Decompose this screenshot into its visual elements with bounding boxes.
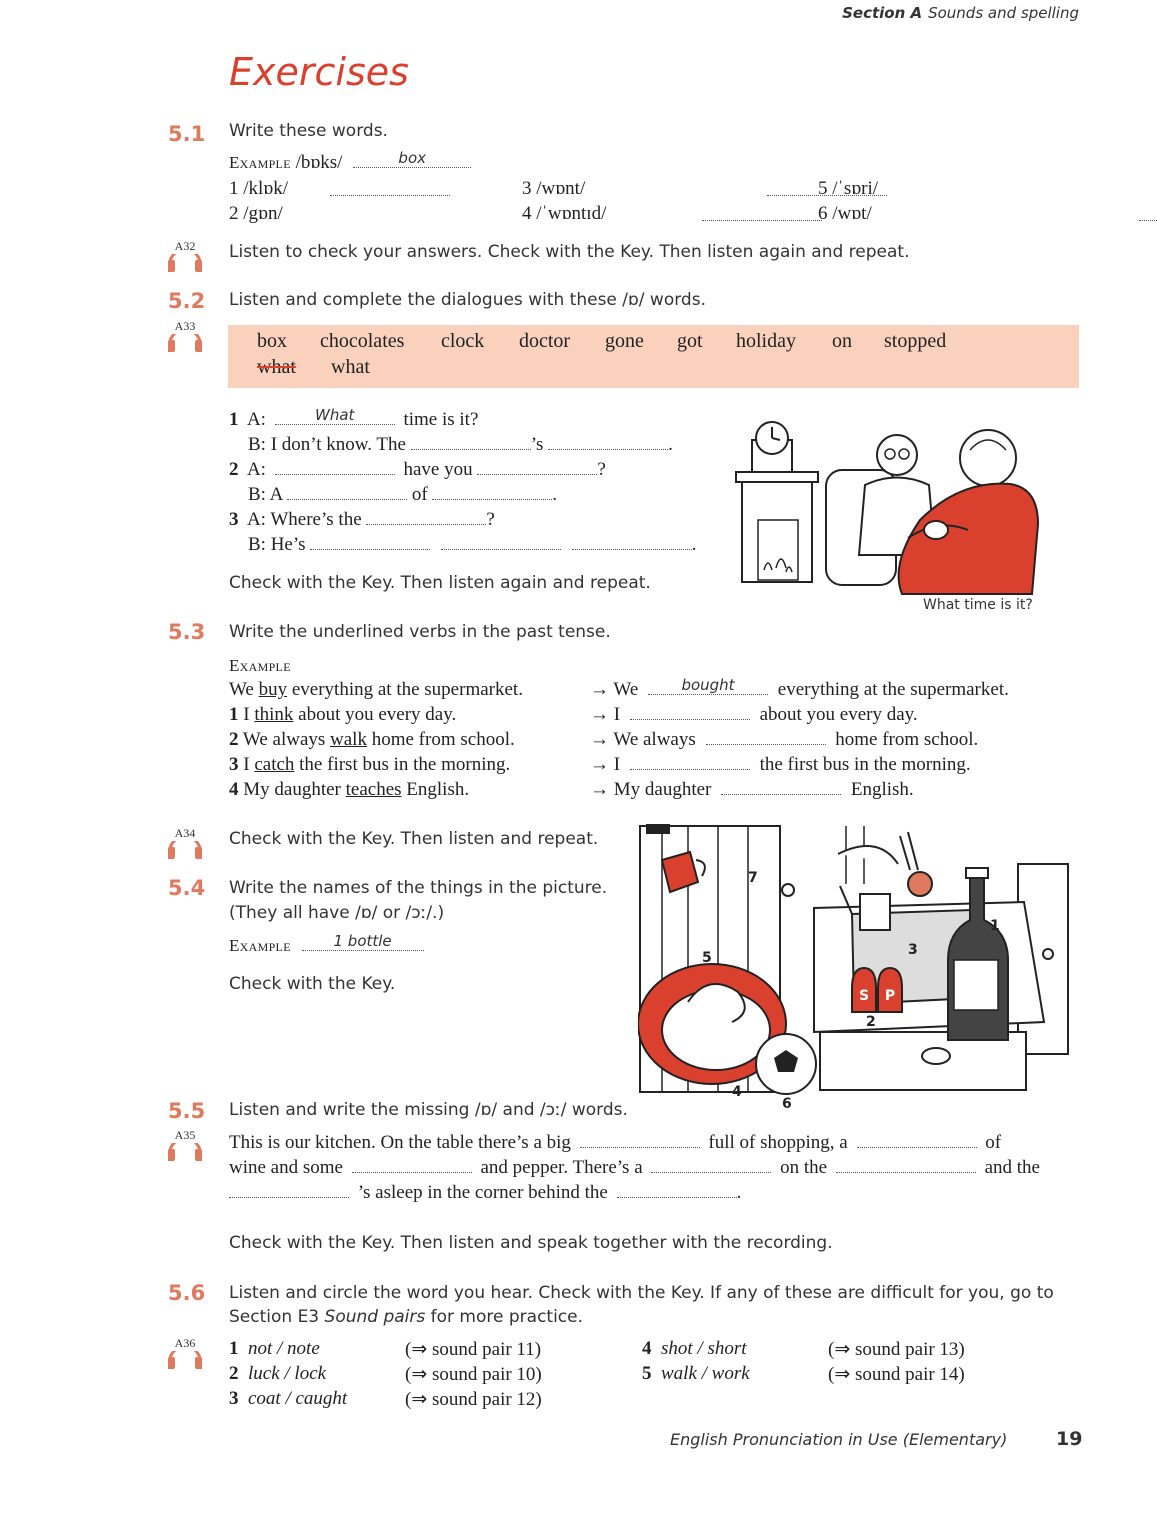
bottle-icon bbox=[948, 876, 1008, 1040]
example-label: Example bbox=[229, 153, 291, 172]
answer-blank[interactable] bbox=[477, 459, 597, 475]
exercise-5-2-instruction: Listen and complete the dialogues with these /ɒ/ words. bbox=[229, 290, 706, 310]
exercise-5-3-sentence: 4 My daughter teaches English. bbox=[229, 779, 470, 800]
audio-track-icon[interactable]: A35 bbox=[168, 1127, 202, 1161]
exercise-5-3-sentence: 3 I catch the first bus in the morning. bbox=[229, 754, 511, 775]
mantelpiece bbox=[736, 472, 818, 482]
example-answer-blank bbox=[302, 932, 424, 951]
audio-track-icon[interactable]: A34 bbox=[168, 825, 202, 859]
door-knob bbox=[782, 884, 794, 896]
exercise-5-3-example-sentence: We buy everything at the supermarket. bbox=[229, 679, 523, 700]
illustration-elderly-couple bbox=[730, 410, 1050, 595]
answer-blank[interactable] bbox=[1139, 205, 1157, 221]
audio-track-icon[interactable]: A33 bbox=[168, 318, 202, 352]
answer-blank[interactable] bbox=[275, 459, 395, 475]
exercise-5-5-check: Check with the Key. Then listen and speak together with the recording. bbox=[229, 1233, 833, 1253]
answer-blank[interactable] bbox=[330, 180, 450, 196]
word-box-item: holiday bbox=[736, 330, 796, 352]
exercise-5-4-instruction: (They all have /ɒ/ or /ɔː/.) bbox=[229, 903, 445, 923]
svg-text:4: 4 bbox=[732, 1084, 742, 1100]
answer-blank bbox=[648, 676, 768, 695]
answer-blank[interactable] bbox=[310, 534, 430, 550]
header-section: Section A bbox=[842, 4, 923, 22]
example-answer-blank bbox=[353, 149, 471, 168]
svg-text:2: 2 bbox=[866, 1014, 876, 1030]
exercise-number-5-6: 5.6 bbox=[168, 1281, 206, 1305]
dialogue-line: B: He’s . bbox=[248, 534, 697, 555]
page-number: 19 bbox=[1056, 1428, 1083, 1450]
exercise-5-3-sentence: 2 We always walk home from school. bbox=[229, 729, 515, 750]
svg-text:P: P bbox=[884, 988, 896, 1004]
word-box-item-used: what bbox=[257, 356, 296, 378]
answer-blank[interactable] bbox=[702, 205, 822, 221]
exercise-5-1-instruction: Write these words. bbox=[229, 121, 388, 141]
sound-pair-reference[interactable]: (⇒ sound pair 14) bbox=[828, 1364, 965, 1385]
dialogue-line: 1 A: What time is it? bbox=[229, 406, 479, 430]
exercise-5-3-sentence: 1 I think about you every day. bbox=[229, 704, 457, 725]
svg-text:7: 7 bbox=[748, 870, 758, 886]
carton bbox=[860, 894, 890, 930]
answer-blank[interactable] bbox=[432, 484, 552, 500]
exercise-number-5-2: 5.2 bbox=[168, 289, 206, 313]
exercise-5-3-rewrite: → I about you every day. bbox=[590, 704, 918, 725]
exercise-5-3-rewrite: → I the first bus in the morning. bbox=[590, 754, 971, 775]
exercise-5-1-item: 2 /gɒn/ bbox=[229, 203, 283, 224]
sound-pair-reference[interactable]: (⇒ sound pair 12) bbox=[405, 1389, 542, 1410]
exercise-5-1-item: 3 /wɒnt/ bbox=[522, 178, 586, 199]
word-box-item: what bbox=[331, 356, 370, 378]
answer-blank[interactable] bbox=[630, 704, 750, 720]
footer-book-title: English Pronunciation in Use (Elementary) bbox=[670, 1430, 1008, 1449]
answer-blank[interactable] bbox=[229, 1182, 349, 1198]
answer-blank[interactable] bbox=[651, 1157, 771, 1173]
sound-pair-reference[interactable]: (⇒ sound pair 13) bbox=[828, 1339, 965, 1360]
header-topic: Sounds and spelling bbox=[928, 4, 1079, 22]
exercise-5-1-item: 5 /ˈsɒri/ bbox=[818, 178, 879, 199]
sound-pair-reference[interactable]: (⇒ sound pair 10) bbox=[405, 1364, 542, 1385]
answer-blank[interactable] bbox=[411, 434, 531, 450]
answer-blank[interactable] bbox=[580, 1132, 700, 1148]
answer-blank[interactable] bbox=[548, 434, 668, 450]
exercise-5-3-check: Check with the Key. Then listen and repeat. bbox=[229, 829, 599, 849]
paragraph-line: ’s asleep in the corner behind the . bbox=[229, 1182, 741, 1204]
filled-answer: bought bbox=[681, 676, 735, 694]
audio-track-icon[interactable]: A32 bbox=[168, 238, 202, 272]
exercise-5-4-check: Check with the Key. bbox=[229, 974, 396, 994]
exercise-5-3-instruction: Write the underlined verbs in the past tense. bbox=[229, 622, 611, 642]
example-answer: box bbox=[398, 149, 426, 167]
word-box-item: chocolates bbox=[320, 330, 405, 352]
word-box-item: box bbox=[257, 330, 287, 352]
answer-blank[interactable] bbox=[857, 1132, 977, 1148]
answer-blank[interactable] bbox=[366, 509, 486, 525]
example-answer: 1 bottle bbox=[333, 932, 392, 950]
bananas bbox=[838, 846, 898, 864]
answer-blank[interactable] bbox=[275, 406, 395, 425]
word-box-item: got bbox=[677, 330, 703, 352]
svg-text:3: 3 bbox=[908, 942, 918, 958]
exercise-5-2-check: Check with the Key. Then listen again and repeat. bbox=[229, 573, 651, 593]
dialogue-line: B: I don’t know. The ’s . bbox=[248, 434, 673, 455]
sound-pair-reference[interactable]: (⇒ sound pair 11) bbox=[405, 1339, 542, 1360]
exercise-5-1-item: 1 /klɒk/ bbox=[229, 178, 289, 199]
sound-pair-item[interactable]: 1 not / note bbox=[229, 1338, 320, 1359]
dialogue-line: 3 A: Where’s the ? bbox=[229, 509, 495, 530]
svg-text:5: 5 bbox=[702, 950, 712, 966]
paragraph-line: This is our kitchen. On the table there’s a big full of shopping, a of bbox=[229, 1132, 1002, 1153]
illustration-caption: What time is it? bbox=[923, 597, 1033, 613]
paragraph-line: wine and some and pepper. There’s a on the and the bbox=[229, 1157, 1040, 1178]
word-box-item: stopped bbox=[884, 330, 947, 352]
exercise-5-1-item: 6 /wɒt/ bbox=[818, 203, 872, 224]
illustration-kitchen bbox=[638, 824, 1070, 1114]
exercise-number-5-3: 5.3 bbox=[168, 620, 206, 644]
watch-icon bbox=[924, 521, 948, 539]
sound-pair-item[interactable]: 3 coat / caught bbox=[229, 1388, 348, 1409]
exercise-5-4-instruction: Write the names of the things in the picture. bbox=[229, 878, 608, 898]
exercise-number-5-5: 5.5 bbox=[168, 1099, 206, 1123]
word-box-item: clock bbox=[441, 330, 485, 352]
man-head bbox=[960, 430, 1016, 486]
svg-text:1: 1 bbox=[990, 918, 1000, 934]
word-box-item: doctor bbox=[519, 330, 571, 352]
answer-blank[interactable] bbox=[287, 484, 407, 500]
answer-blank[interactable] bbox=[617, 1182, 737, 1198]
dialogue-line: B: A of . bbox=[248, 484, 558, 505]
sound-pair-item[interactable]: 2 luck / lock bbox=[229, 1363, 327, 1384]
answer-blank[interactable] bbox=[630, 754, 750, 770]
woman-head bbox=[877, 435, 917, 475]
sound-pair-item[interactable]: 4 shot / short bbox=[642, 1338, 747, 1359]
answer-blank[interactable] bbox=[441, 534, 561, 550]
exercise-number-5-1: 5.1 bbox=[168, 122, 206, 146]
exercise-5-1-example bbox=[229, 149, 471, 174]
exercise-5-4-example: Example 1 bottle bbox=[229, 935, 424, 957]
answer-blank[interactable] bbox=[572, 534, 692, 550]
audio-track-icon[interactable]: A36 bbox=[168, 1335, 202, 1369]
exercise-5-1-item: 4 /ˈwɒntɪd/ bbox=[522, 203, 607, 224]
answer-blank[interactable] bbox=[352, 1157, 472, 1173]
answer-blank[interactable] bbox=[706, 729, 826, 745]
exercise-5-6-instruction: Listen and circle the word you hear. Check with the Key. If any of these are difficult for you, go to bbox=[229, 1283, 1054, 1303]
word-box-item: on bbox=[832, 330, 852, 352]
page-title: Exercises bbox=[229, 50, 409, 94]
word-box-item: gone bbox=[605, 330, 644, 352]
exercise-5-3-example-answer: → We bought everything at the supermarket. bbox=[590, 676, 1009, 700]
exercise-5-6-instruction: Section E3 Sound pairs for more practice. bbox=[229, 1307, 584, 1327]
exercise-5-5-instruction: Listen and write the missing /ɒ/ and /ɔː/ words. bbox=[229, 1100, 628, 1120]
running-header bbox=[842, 4, 1079, 22]
dialogue-line: 2 A: have you ? bbox=[229, 459, 606, 480]
example-phonemic: /bɒks/ bbox=[295, 152, 343, 173]
svg-text:6: 6 bbox=[782, 1096, 792, 1112]
sound-pair-item[interactable]: 5 walk / work bbox=[642, 1363, 750, 1384]
answer-blank[interactable] bbox=[836, 1157, 976, 1173]
svg-text:S: S bbox=[858, 988, 870, 1004]
answer-blank[interactable] bbox=[721, 779, 841, 795]
word-box bbox=[228, 325, 1079, 388]
exercise-5-3-example-label: Example bbox=[229, 656, 291, 675]
exercise-5-1-check: Listen to check your answers. Check with the Key. Then listen again and repeat. bbox=[229, 242, 910, 262]
exercise-5-3-rewrite: → My daughter English. bbox=[590, 779, 914, 800]
exercise-number-5-4: 5.4 bbox=[168, 876, 206, 900]
filled-answer: What bbox=[314, 406, 355, 424]
tin-can bbox=[908, 872, 932, 896]
exercise-5-3-rewrite: → We always home from school. bbox=[590, 729, 979, 750]
celery bbox=[900, 832, 918, 870]
